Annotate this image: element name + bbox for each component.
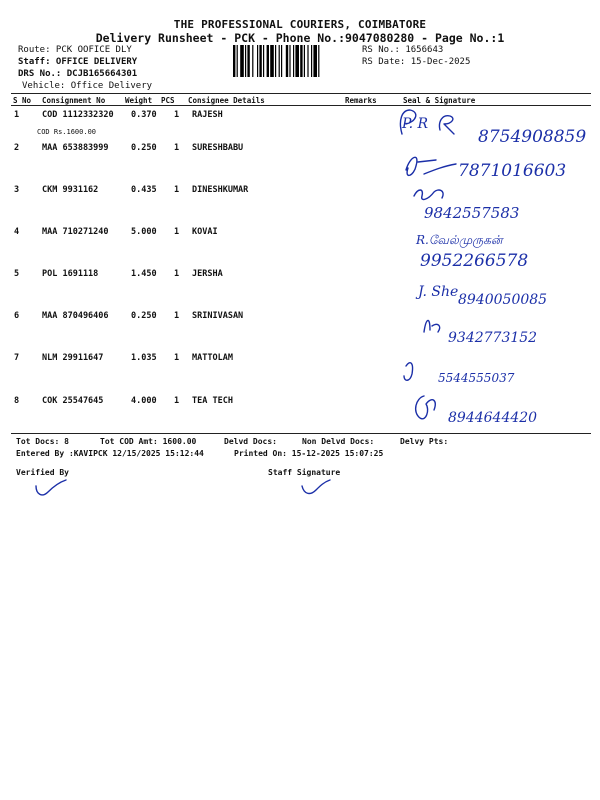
row-consignment: COD 1112332320 (42, 110, 114, 120)
row-consignment: COK 25547645 (42, 396, 104, 406)
row-consignment: MAA 653883999 (42, 143, 109, 153)
handwritten-signatures (380, 100, 590, 440)
printed-on: Printed On: 15-12-2025 15:07:25 (234, 449, 384, 458)
row-sno: 2 (14, 143, 20, 153)
row-consignment: MAA 710271240 (42, 227, 109, 237)
row-pcs: 1 (174, 269, 180, 279)
staff-check-mark (296, 476, 336, 498)
barcode-bar (286, 45, 288, 77)
barcode-bar (318, 45, 319, 77)
row-consignee: KOVAI (192, 227, 218, 237)
row-consignee: RAJESH (192, 110, 223, 120)
footer-rule (11, 433, 591, 434)
signature-phone: 9952266578 (420, 251, 529, 271)
row-pcs: 1 (174, 396, 180, 406)
verified-check-mark (30, 478, 70, 500)
delivery-points: Delvy Pts: (400, 437, 449, 446)
signature-initials: P. R (402, 116, 429, 132)
row-sno: 5 (14, 269, 20, 279)
col-remarks: Remarks (345, 96, 377, 105)
row-pcs: 1 (174, 353, 180, 363)
row-weight: 0.435 (131, 185, 157, 195)
route-label: Route: PCK OOFICE DLY (18, 45, 132, 55)
row-consignment: NLM 29911647 (42, 353, 104, 363)
vehicle-label: Vehicle: Office Delivery (22, 81, 153, 91)
row-consignment: CKM 9931162 (42, 185, 99, 195)
row-weight: 5.000 (131, 227, 157, 237)
barcode-bar (281, 45, 282, 77)
row-consignee: SRINIVASAN (192, 311, 244, 321)
row-pcs: 1 (174, 110, 180, 120)
total-docs: Tot Docs: 8 (16, 437, 69, 446)
row-weight: 1.450 (131, 269, 157, 279)
barcode-bar (300, 45, 302, 77)
row-sno: 8 (14, 396, 20, 406)
row-pcs: 1 (174, 227, 180, 237)
row-sno: 4 (14, 227, 20, 237)
staff-signature-label: Staff Signature (268, 468, 341, 477)
signature-phone: 8944644420 (448, 410, 538, 426)
rs-number: RS No.: 1656643 (362, 45, 444, 55)
row-weight: 0.250 (131, 311, 157, 321)
signature-phone: 8940050085 (458, 292, 548, 308)
row-pcs: 1 (174, 143, 180, 153)
signature-name: R.வேல்முருகன் (416, 233, 503, 247)
signature-phone: 8754908859 (478, 127, 587, 147)
barcode-bar (259, 45, 261, 77)
barcode-bar (263, 45, 264, 77)
barcode-bar (275, 45, 276, 77)
barcode-bar (247, 45, 249, 77)
col-seal-signature: Seal & Signature (403, 96, 476, 105)
non-delivered-docs: Non Delvd Docs: (302, 437, 375, 446)
row-sno: 3 (14, 185, 20, 195)
signature-phone: 7871016603 (458, 161, 567, 181)
barcode-bar (257, 45, 258, 77)
barcode-bar (313, 45, 317, 77)
signature-stroke (414, 190, 443, 199)
signature-stroke (439, 116, 454, 134)
row-pcs: 1 (174, 311, 180, 321)
delivered-docs: Delvd Docs: (224, 437, 277, 446)
row-sno: 6 (14, 311, 20, 321)
row-sno: 1 (14, 110, 20, 120)
col-consignment: Consignment No (42, 96, 106, 105)
signature-phone: 9342773152 (448, 330, 538, 346)
row-consignee: TEA TECH (192, 396, 233, 406)
row-weight: 1.035 (131, 353, 157, 363)
row-weight: 0.370 (131, 110, 157, 120)
row-weight: 0.250 (131, 143, 157, 153)
signature-stroke (424, 320, 440, 332)
signature-name: J. She (418, 284, 459, 300)
row-consignee: SURESHBABU (192, 143, 244, 153)
barcode-bar (270, 45, 274, 77)
barcode-bar (240, 45, 244, 77)
barcode-bar (267, 45, 269, 77)
signature-stroke (416, 396, 436, 419)
barcode-bar (252, 45, 253, 77)
barcode-bar (237, 45, 238, 77)
barcode-bar (311, 45, 312, 77)
row-consignee: DINESHKUMAR (192, 185, 249, 195)
col-weight: Weight (125, 96, 153, 105)
staff-label: Staff: OFFICE DELIVERY (18, 57, 138, 67)
cod-amount-note: COD Rs.1600.00 (37, 128, 97, 136)
row-weight: 4.000 (131, 396, 157, 406)
drs-number: DRS No.: DCJB165664301 (18, 69, 138, 79)
rs-date: RS Date: 15-Dec-2025 (362, 57, 471, 67)
company-name: THE PROFESSIONAL COURIERS, COIMBATORE (173, 18, 427, 31)
row-consignee: JERSHA (192, 269, 223, 279)
barcode-bar (295, 45, 299, 77)
header-rule-top (11, 93, 591, 94)
verified-by-label: Verified By (16, 468, 69, 477)
row-sno: 7 (14, 353, 20, 363)
barcode-image (232, 45, 356, 77)
barcode-bar (245, 45, 246, 77)
col-pcs: PCS (161, 96, 175, 105)
row-consignment: MAA 870496406 (42, 311, 109, 321)
barcode-bar (233, 45, 235, 77)
total-cod-amount: Tot COD Amt: 1600.00 (100, 437, 197, 446)
row-pcs: 1 (174, 185, 180, 195)
signature-stroke (404, 363, 413, 381)
col-consignee: Consignee Details (188, 96, 265, 105)
barcode-bar (304, 45, 305, 77)
runsheet-title: Delivery Runsheet - PCK - Phone No.:9047080280 - Page No.:1 (95, 31, 505, 45)
row-consignment: POL 1691118 (42, 269, 99, 279)
col-sno: S No (13, 96, 32, 105)
barcode-bar (289, 45, 290, 77)
barcode-bar (307, 45, 308, 77)
signature-phone: 9842557583 (424, 204, 520, 222)
barcode-bar (279, 45, 280, 77)
barcode-bar (293, 45, 294, 77)
signature-stroke (406, 157, 456, 175)
signature-phone: 5544555037 (438, 371, 515, 385)
entered-by: Entered By :KAVIPCK 12/15/2025 15:12:44 (16, 449, 204, 458)
row-consignee: MATTOLAM (192, 353, 233, 363)
